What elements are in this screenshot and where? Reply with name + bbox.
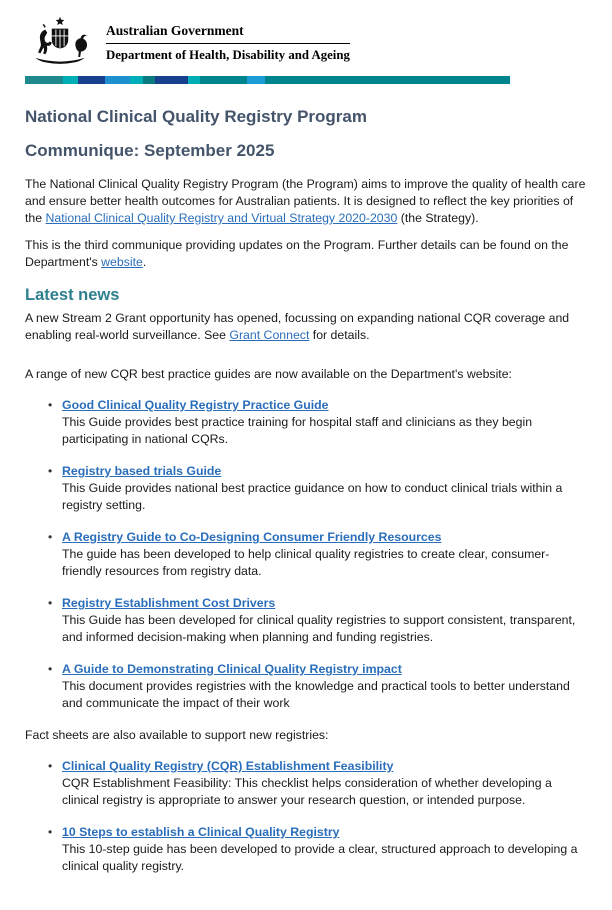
department-name: Department of Health, Disability and Ageing bbox=[106, 48, 350, 62]
brand-bar-segment bbox=[247, 76, 265, 84]
brand-bar-segment bbox=[155, 76, 188, 84]
guide-desc: This Guide provides best practice training for hospital staff and clinicians as they begin participating in national CQRs. bbox=[62, 415, 533, 446]
brand-bar-segment bbox=[200, 76, 247, 84]
factsheet-link-establishment-feasibility[interactable]: Clinical Quality Registry (CQR) Establishment Feasibility bbox=[62, 759, 394, 773]
list-item bbox=[62, 463, 587, 514]
agency-text-block bbox=[106, 23, 350, 63]
factsheets-list bbox=[62, 758, 587, 875]
intro-paragraph-1 bbox=[25, 176, 587, 227]
australian-coat-of-arms-icon bbox=[28, 15, 92, 67]
brand-bar-segment bbox=[105, 76, 130, 84]
intro-p1-text: The National Clinical Quality Registry Program (the Program) aims to improve the quality of health care and ensure better health outcomes for Australian patients. It is designed to reflect the key priorities of the bbox=[25, 177, 586, 225]
guide-desc: The guide has been developed to help clinical quality registries to create clear, consumer-friendly resources from registry data. bbox=[62, 547, 550, 578]
factsheet-desc: This 10-step guide has been developed to provide a clear, structured approach to developing a clinical quality registry. bbox=[62, 842, 578, 873]
government-name: Australian Government bbox=[106, 23, 244, 38]
latest-news-heading: Latest news bbox=[25, 286, 120, 304]
masthead bbox=[25, 15, 587, 67]
brand-bar bbox=[25, 76, 510, 84]
stream2-tail: for details. bbox=[309, 328, 370, 342]
brand-bar-segment bbox=[143, 76, 155, 84]
brand-bar-segment bbox=[63, 76, 78, 84]
grant-connect-link[interactable]: Grant Connect bbox=[229, 328, 310, 342]
guide-link-registry-trials[interactable]: Registry based trials Guide bbox=[62, 464, 222, 478]
brand-bar-segment bbox=[25, 76, 63, 84]
page-title: National Clinical Quality Registry Program bbox=[25, 107, 367, 126]
website-link[interactable]: website bbox=[101, 255, 143, 269]
factsheet-link-10-steps[interactable]: 10 Steps to establish a Clinical Quality Registry bbox=[62, 825, 340, 839]
guides-list bbox=[62, 397, 587, 712]
intro-p1-tail: (the Strategy). bbox=[397, 211, 479, 225]
agency-divider bbox=[106, 43, 350, 44]
list-item bbox=[62, 661, 587, 712]
list-item bbox=[62, 758, 587, 809]
brand-bar-segment bbox=[78, 76, 105, 84]
intro-p2-tail: . bbox=[142, 255, 147, 269]
factsheet-desc: CQR Establishment Feasibility: This checklist helps consideration of whether developing a clinical registry is appropriate to answer your research question, or intended purpose. bbox=[62, 776, 552, 807]
stream2-text: A new Stream 2 Grant opportunity has opened, focussing on expanding national CQR coverage and enabling real-world surveillance. See bbox=[25, 311, 570, 342]
guide-link-registry-impact[interactable]: A Guide to Demonstrating Clinical Quality Registry impact bbox=[62, 662, 402, 676]
brand-bar-segment bbox=[130, 76, 143, 84]
intro-p2-text: This is the third communique providing updates on the Program. Further details can be found on the Department's bbox=[25, 238, 569, 269]
list-item bbox=[62, 397, 587, 448]
guides-intro: A range of new CQR best practice guides are now available on the Department's website: bbox=[25, 367, 512, 381]
list-item bbox=[62, 595, 587, 646]
brand-bar-segment bbox=[188, 76, 200, 84]
guide-desc: This document provides registries with the knowledge and practical tools to better understand and communicate the impact of their work bbox=[62, 679, 570, 710]
brand-bar-segment bbox=[265, 76, 510, 84]
list-item bbox=[62, 824, 587, 875]
list-item bbox=[62, 529, 587, 580]
guide-link-good-practice[interactable]: Good Clinical Quality Registry Practice Guide bbox=[62, 398, 329, 412]
strategy-link[interactable]: National Clinical Quality Registry and Virtual Strategy 2020-2030 bbox=[45, 211, 398, 225]
guide-desc: This Guide has been developed for clinical quality registries to support consistent, transparent, and informed decision-making when planning and funding registries. bbox=[62, 613, 576, 644]
stream2-paragraph bbox=[25, 310, 587, 344]
factsheets-intro: Fact sheets are also available to support new registries: bbox=[25, 728, 329, 742]
guide-link-cost-drivers[interactable]: Registry Establishment Cost Drivers bbox=[62, 596, 276, 610]
guide-link-codesign-resources[interactable]: A Registry Guide to Co-Designing Consumer Friendly Resources bbox=[62, 530, 442, 544]
guide-desc: This Guide provides national best practice guidance on how to conduct clinical trials within a registry setting. bbox=[62, 481, 563, 512]
page-subtitle: Communique: September 2025 bbox=[25, 141, 275, 160]
intro-paragraph-2 bbox=[25, 237, 587, 271]
